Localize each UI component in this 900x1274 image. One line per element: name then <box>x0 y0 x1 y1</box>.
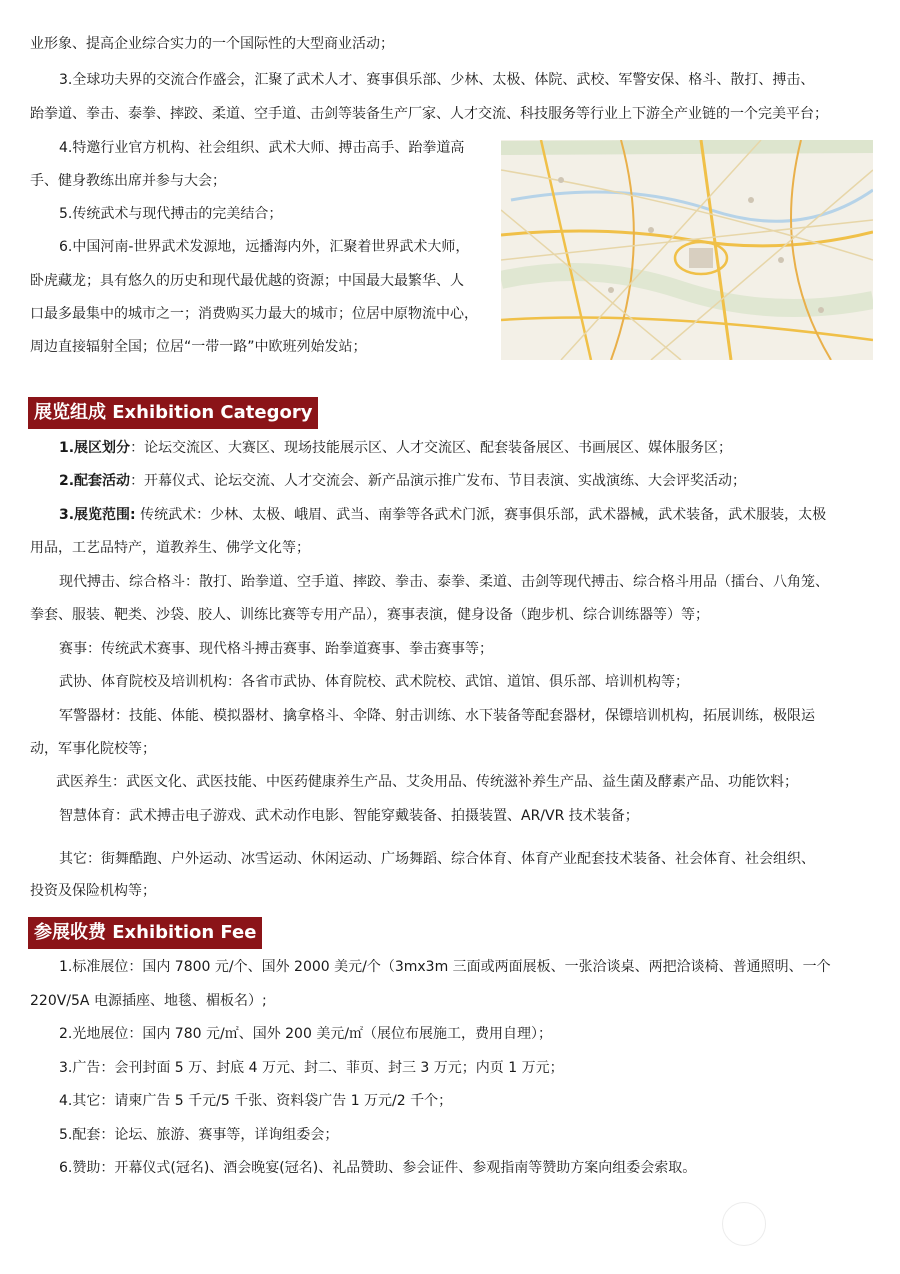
intro-item-6-line-2: 卧虎藏龙；具有悠久的历史和现代最优越的资源；中国最大最繁华、人 <box>30 273 464 289</box>
fee-other: 4.其它：请柬广告 5 千元/5 千张、资料袋广告 1 万元/2 千个； <box>59 1093 453 1109</box>
category-zones <box>59 431 732 465</box>
fee-raw-space: 2.光地展位：国内 780 元/㎡、国外 200 美元/㎡（展位布展施工，费用自理）； <box>59 1026 553 1042</box>
category-zones-label: 1.展区划分 <box>59 440 131 456</box>
intro-item-3-line-2: 跆拳道、拳击、泰拳、摔跤、柔道、空手道、击剑等装备生产厂家、人才交流、科技服务等行业上下游全产业链的一个完美平台； <box>30 106 828 122</box>
intro-item-3-line-1: 3.全球功夫界的交流合作盛会，汇聚了武术人才、赛事俱乐部、少林、太极、体院、武校、军警安保、格斗、散打、搏击、 <box>59 72 815 88</box>
intro-item-5: 5.传统武术与现代搏击的完美结合； <box>59 206 283 222</box>
intro-item-4-line-1: 4.特邀行业官方机构、社会组织、武术大师、搏击高手、跆拳道高 <box>59 140 465 156</box>
intro-line-0: 业形象、提高企业综合实力的一个国际性的大型商业活动； <box>30 36 394 52</box>
map-graphic <box>501 140 873 360</box>
category-scope-line-2: 用品，工艺品特产，道教养生、佛学文化等； <box>30 540 310 556</box>
category-zones-text: ：论坛交流区、大赛区、现场技能展示区、人才交流区、配套装备展区、书画展区、媒体服务区； <box>130 440 733 456</box>
category-smart-sports: 智慧体育：武术搏击电子游戏、武术动作电影、智能穿戴装备、拍摄装置、AR/VR 技术装备； <box>59 808 639 824</box>
category-matches: 赛事：传统武术赛事、现代格斗搏击赛事、跆拳道赛事、拳击赛事等； <box>59 641 493 657</box>
fee-standard-line-1: 1.标准展位：国内 7800 元/个、国外 2000 美元/个（3mx3m 三面或两面展板、一张洽谈桌、两把洽谈椅、普通照明、一个 <box>59 959 831 975</box>
category-other-line-2: 投资及保险机构等； <box>30 883 156 899</box>
category-health: 武医养生：武医文化、武医技能、中医药健康养生产品、艾灸用品、传统滋补养生产品、益生菌及酵素产品、功能饮料； <box>56 774 798 790</box>
category-police-line-2: 动，军事化院校等； <box>30 741 156 757</box>
category-heading: 展览组成 Exhibition Category <box>28 397 318 429</box>
category-modern-line-2: 拳套、服装、靶类、沙袋、胶人、训练比赛等专用产品），赛事表演，健身设备（跑步机、综合训练器等）等； <box>30 607 709 623</box>
category-police-line-1: 军警器材：技能、体能、模拟器材、擒拿格斗、伞降、射击训练、水下装备等配套器材，保镖培训机构，拓展训练，极限运 <box>59 708 815 724</box>
watermark-icon <box>722 1202 766 1246</box>
category-other-line-1: 其它：街舞酷跑、户外运动、冰雪运动、休闲运动、广场舞蹈、综合体育、体育产业配套技术装备、社会体育、社会组织、 <box>59 851 815 867</box>
fee-support: 5.配套：论坛、旅游、赛事等，详询组委会； <box>59 1127 339 1143</box>
category-scope-text: 传统武术：少林、太极、峨眉、武当、南拳等各武术门派，赛事俱乐部，武术器械，武术装备，武术服装，太极 <box>135 507 827 523</box>
category-modern-line-1: 现代搏击、综合格斗：散打、跆拳道、空手道、摔跤、拳击、泰拳、柔道、击剑等现代搏击、综合格斗用品（擂台、八角笼、 <box>59 574 829 590</box>
category-associations: 武协、体育院校及培训机构：各省市武协、体育院校、武术院校、武馆、道馆、俱乐部、培训机构等； <box>59 674 689 690</box>
fee-standard-line-2: 220V/5A 电源插座、地毯、楣板名）; <box>30 993 267 1009</box>
category-events-label: 2.配套活动 <box>59 473 131 489</box>
intro-item-6-line-1: 6.中国河南-世界武术发源地，远播海内外，汇聚着世界武术大师， <box>59 239 470 255</box>
region-map-image <box>501 140 873 360</box>
intro-item-6-line-4: 周边直接辐射全国；位居“一带一路”中欧班列始发站； <box>30 339 367 355</box>
intro-item-6-line-3: 口最多最集中的城市之一；消费购买力最大的城市；位居中原物流中心， <box>30 306 478 322</box>
category-scope-label: 3.展览范围: <box>59 507 136 523</box>
category-scope <box>59 498 826 532</box>
category-events-text: ：开幕仪式、论坛交流、人才交流会、新产品演示推广发布、节目表演、实战演练、大会评奖活动； <box>130 473 747 489</box>
fee-sponsorship: 6.赞助：开幕仪式(冠名)、酒会晚宴(冠名)、礼品赞助、参会证件、参观指南等赞助方案向组委会索取。 <box>59 1160 697 1176</box>
fee-advertising: 3.广告：会刊封面 5 万、封底 4 万元、封二、菲页、封三 3 万元；内页 1 万元； <box>59 1060 564 1076</box>
category-events <box>59 464 746 498</box>
fee-heading: 参展收费 Exhibition Fee <box>28 917 262 949</box>
intro-item-4-line-2: 手、健身教练出席并参与大会； <box>30 173 226 189</box>
